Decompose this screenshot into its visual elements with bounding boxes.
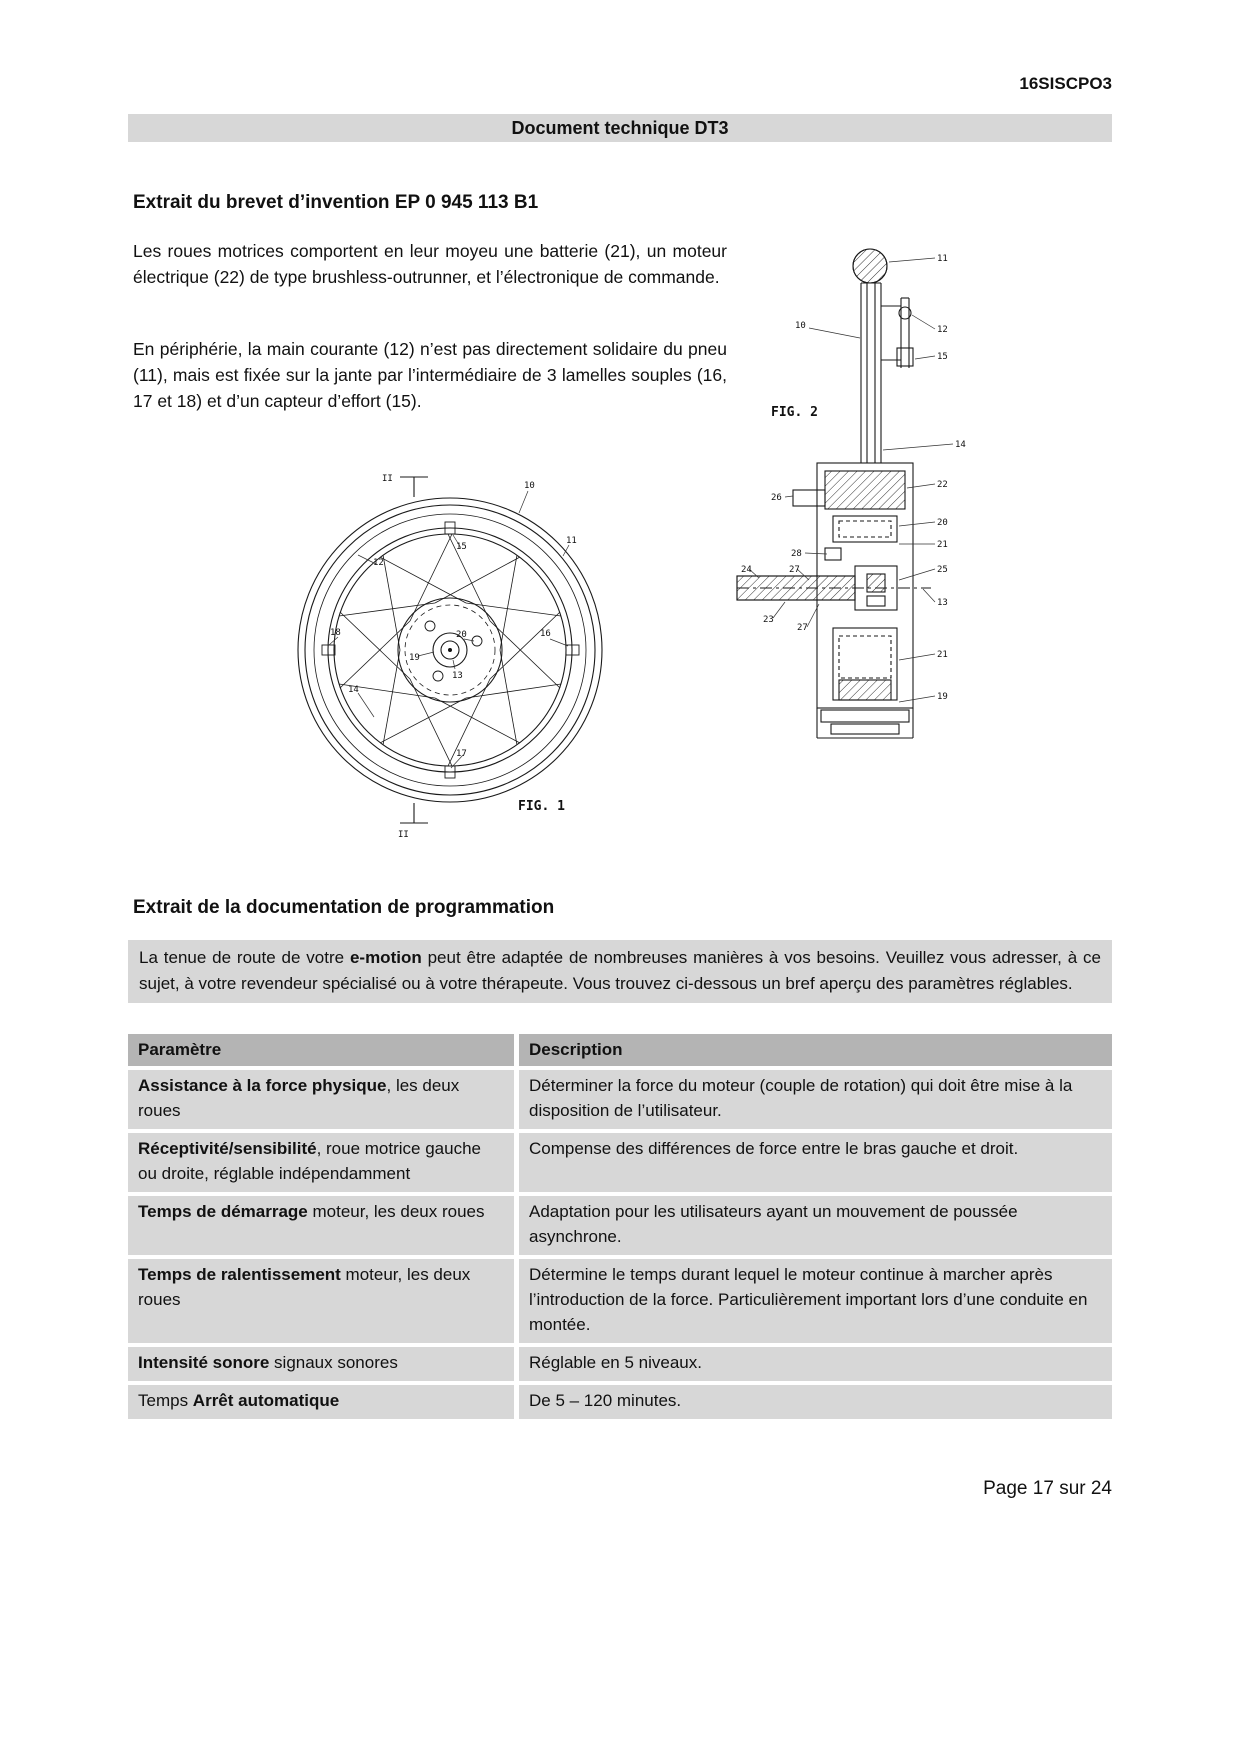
fig1-geometry [298,477,602,823]
fig1-ref-20: 20 [456,630,467,640]
table-row-3-description: Adaptation pour les utilisateurs ayant un mouvement de poussée asynchrone. [519,1196,1112,1255]
fig2-ref-21b: 21 [937,650,948,660]
table-header-description: Description [519,1034,1112,1066]
fig2-ref-20: 20 [937,518,948,528]
param-post: , roue motrice gauche ou droite, réglable indépendamment [138,1139,481,1183]
table-row-2-param [128,1133,514,1192]
patent-section-heading: Extrait du brevet d’invention EP 0 945 113 B1 [133,192,539,213]
param-post: moteur, les deux roues [138,1265,471,1309]
table-row-4-description: Détermine le temps durant lequel le moteur continue à marcher après l’introduction de la force. Particulièrement important lors d’une conduite en montée. [519,1259,1112,1343]
fig1-ref-17: 17 [456,749,467,759]
fig2-ref-19: 19 [937,692,948,702]
fig2-caption: FIG. 2 [771,405,818,420]
figure-1-drawing [278,455,668,855]
fig1-ref-10: 10 [524,481,535,491]
document-reference: 16SISCPO3 [1019,74,1112,93]
table-row-1-param [128,1070,514,1129]
document-title-banner: Document technique DT3 [128,114,1112,142]
programming-section-heading: Extrait de la documentation de programmation [133,897,555,918]
fig1-ref-11: 11 [566,536,577,546]
fig2-ref-21: 21 [937,540,948,550]
patent-paragraph-2: En périphérie, la main courante (12) n’est pas directement solidaire du pneu (11), mais est fixée sur la jante par l’intermédiaire de 3 lamelles souples (16, 17 et 18) et d’un capteur d’effort (15). [133,339,727,411]
fig2-ref-10: 10 [795,321,806,331]
fig1-ref-13: 13 [452,671,463,681]
fig1-ref-12: 12 [373,558,384,568]
intro-text-bold: e-motion [349,948,422,967]
param-bold: Assistance à la force physique [138,1076,387,1095]
table-header-parametre: Paramètre [128,1034,514,1066]
param-pre: Temps [138,1391,193,1410]
table-row-5-param [128,1347,514,1381]
fig2-ref-12: 12 [937,325,948,335]
fig2-ref-15: 15 [937,352,948,362]
figure-2-drawing [735,228,995,773]
fig2-ref-26: 26 [771,493,782,503]
table-row-1-description: Déterminer la force du moteur (couple de rotation) qui doit être mise à la disposition de l’utilisateur. [519,1070,1112,1129]
fig1-reference-labels [330,474,577,840]
table-row-5-description: Réglable en 5 niveaux. [519,1347,1112,1381]
patent-paragraph-1: Les roues motrices comportent en leur moyeu une batterie (21), un moteur électrique (22) de type brushless-outrunner, et l’électronique de commande. [133,241,727,287]
figure-1-wheel-front-view [278,455,668,860]
table-row-3-param [128,1196,514,1255]
fig2-ref-25: 25 [937,565,948,575]
fig2-ref-22: 22 [937,480,948,490]
fig1-caption: FIG. 1 [518,799,565,814]
fig2-ref-27b: 27 [797,623,808,633]
fig1-ref-15: 15 [456,542,467,552]
figure-2-hub-cross-section [735,228,995,778]
intro-text-pre: La tenue de route de votre [139,948,350,967]
fig2-geometry [737,249,931,738]
table-row-6-description: De 5 – 120 minutes. [519,1385,1112,1419]
programming-intro-box [128,940,1112,1003]
param-bold: Arrêt automatique [192,1391,340,1410]
fig2-ref-23: 23 [763,615,774,625]
table-row-2-description: Compense des différences de force entre le bras gauche et droit. [519,1133,1112,1192]
param-post: , les deux roues [138,1076,460,1120]
intro-text-post: peut être adaptée de nombreuses manières à vos besoins. Veuillez vous adresser, à ce sujet, à votre revendeur spécialisé ou à votre thérapeute. Vous trouvez ci-dessous un bref aperçu des paramètres réglables. [139,948,1101,993]
param-bold: Intensité sonore [138,1353,270,1372]
param-bold: Réceptivité/sensibilité [138,1139,317,1158]
page-number: Page 17 sur 24 [983,1478,1112,1499]
param-post: signaux sonores [269,1353,398,1372]
fig2-ref-24: 24 [741,565,752,575]
table-row-6-param [128,1385,514,1419]
fig1-ref-14: 14 [348,685,359,695]
param-post: moteur, les deux roues [307,1202,485,1221]
param-bold: Temps de ralentissement [138,1265,341,1284]
fig1-ref-18: 18 [330,628,341,638]
fig1-ref-II-top: II [382,474,393,484]
param-bold: Temps de démarrage [138,1202,308,1221]
fig2-ref-13: 13 [937,598,948,608]
parameters-table [128,1034,1112,1419]
table-row-4-param [128,1259,514,1343]
fig2-ref-11: 11 [937,254,948,264]
fig1-ref-19: 19 [409,653,420,663]
fig1-ref-II-bottom: II [398,830,409,840]
fig1-ref-16: 16 [540,629,551,639]
fig2-ref-27: 27 [789,565,800,575]
fig2-ref-14: 14 [955,440,966,450]
fig2-ref-28: 28 [791,549,802,559]
